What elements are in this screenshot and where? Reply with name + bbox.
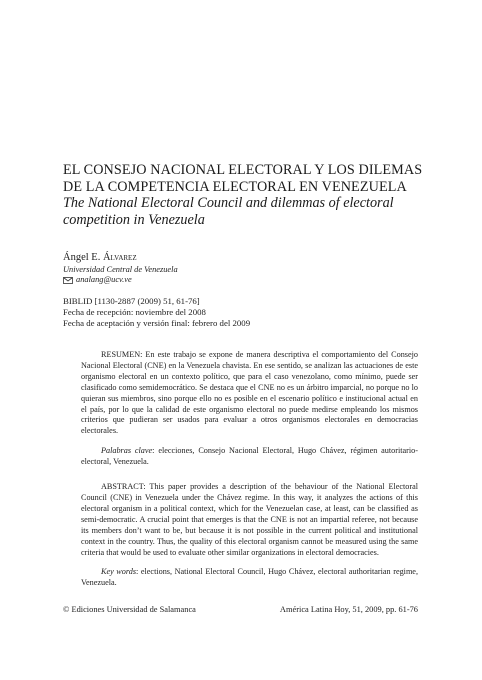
keywords-english-text: : elections, National Electoral Council, Hugo Chávez, electoral authoritarian regime, Venezuela. — [81, 567, 418, 588]
accepted-date: Fecha de aceptación y versión final: febrero del 2009 — [63, 318, 251, 329]
footer-copyright: © Ediciones Universidad de Salamanca — [63, 605, 196, 614]
envelope-icon — [63, 277, 73, 284]
biblid-line: BIBLID [1130-2887 (2009) 51, 61-76] — [63, 296, 200, 306]
abstracts — [81, 350, 418, 603]
title-english-line-2: competition in Venezuela — [63, 211, 205, 228]
author-affiliation: Universidad Central de Venezuela — [63, 264, 178, 274]
author-surname: Álvarez — [102, 252, 137, 263]
keywords-spanish-label: Palabras clave — [101, 446, 153, 456]
keywords-spanish-text: : elecciones, Consejo Nacional Electoral, Hugo Chávez, régimen autoritario-electoral, Venezuela. — [81, 446, 419, 467]
keywords-spanish — [81, 446, 418, 468]
author-email-row — [63, 275, 423, 286]
author-block — [63, 252, 423, 286]
title-english-line-1: The National Electoral Council and dilemmas of electoral — [63, 195, 394, 212]
bibliographic-info — [63, 296, 423, 330]
page-footer — [63, 605, 418, 615]
footer-citation: América Latina Hoy, 51, 2009, pp. 61-76 — [279, 605, 418, 614]
author-name — [63, 252, 423, 265]
author-email[interactable]: analang@ucv.ve — [76, 275, 132, 285]
keywords-english-label: Key words — [101, 567, 137, 577]
keywords-english — [81, 567, 418, 589]
abstract-english: ABSTRACT: This paper provides a description of the behaviour of the National Electoral Council (CNE) in Venezuela under the Chávez regime. In this way, it analyzes the actions of this electoral organism in a political context, which for the Venezuelan case, at least, can be classified as semi-democratic. A crucial point that emerges is that the CNE is not an impartial referee, not because its members don’t want to be, but because it is not possible in the current political and institutional context in the country. Thus, the quality of this electoral organism cannot be measured using the same criteria that would be used to evaluate other similar organizations in electoral democracies. — [81, 482, 418, 557]
title-spanish-line-1: EL CONSEJO NACIONAL ELECTORAL Y LOS DILEMAS — [63, 162, 423, 178]
title-spanish-line-2: DE LA COMPETENCIA ELECTORAL EN VENEZUELA — [63, 178, 407, 195]
author-given-name: Ángel E. — [63, 252, 101, 263]
title-block — [63, 162, 423, 228]
received-date: Fecha de recepción: noviembre del 2008 — [63, 307, 206, 318]
abstract-spanish: RESUMEN: En este trabajo se expone de manera descriptiva el comportamiento del Consejo Nacional Electoral (CNE) en la Venezuela chavista. En ese sentido, se analizan las actuaciones de este organismo electoral en un contexto político, que para el caso venezolano, como mínimo, puede ser clasificado como semidemocrático. Se destaca que el CNE no es un árbitro imparcial, no porque no lo quieran sus miembros, sino porque ello no es posible en el escenario político e institucional actual en el país, por lo que la calidad de este organismo electoral no puede medirse empleando los mismos criterios que pudieran ser usados para evaluar a otros organismos electorales en democracias electorales. — [81, 350, 418, 436]
